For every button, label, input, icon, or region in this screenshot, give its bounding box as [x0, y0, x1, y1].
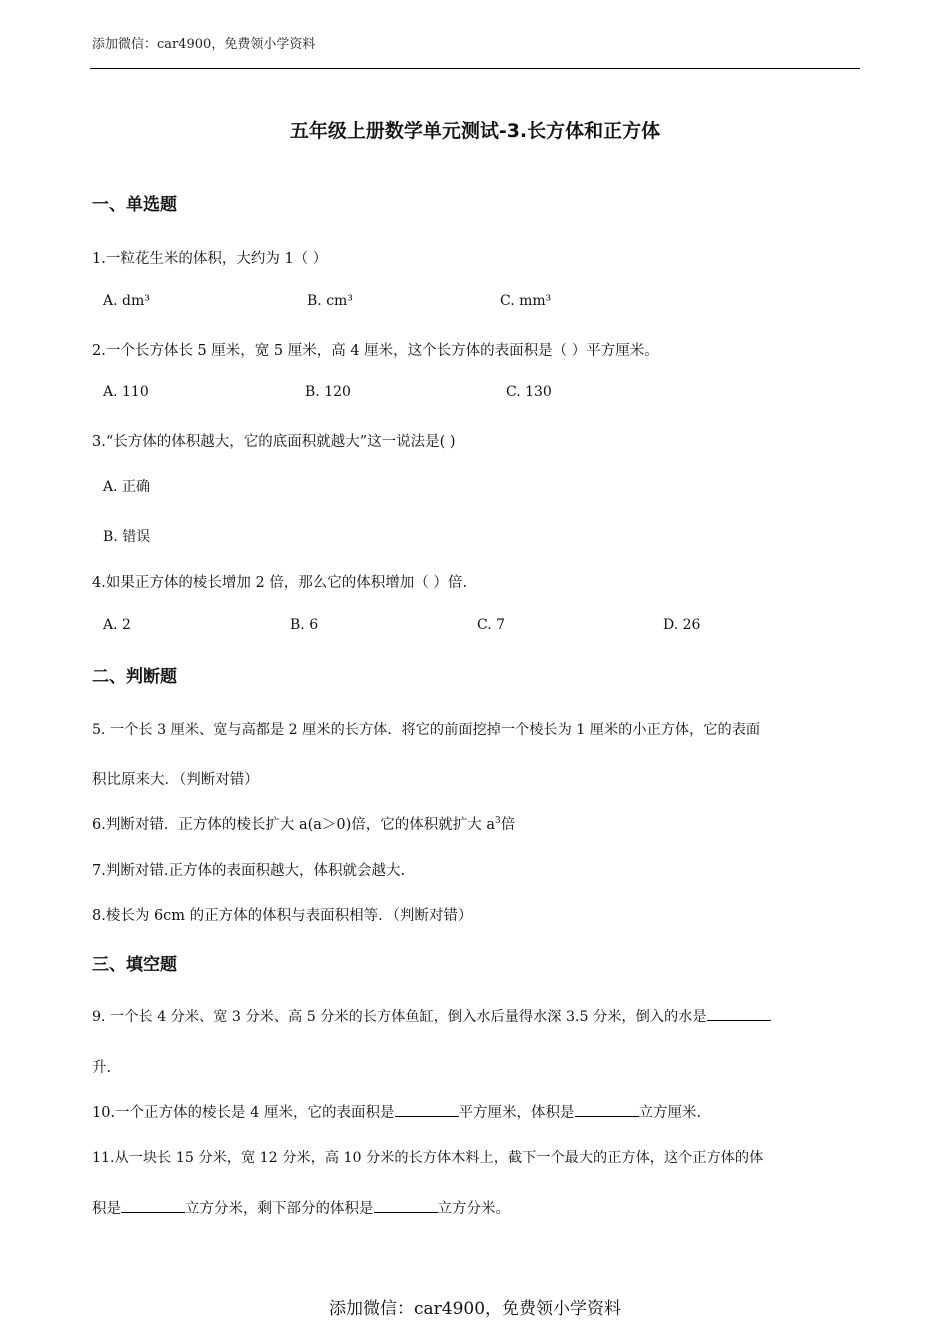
- q2-option-b: B. 120: [305, 384, 351, 400]
- question-11-line-1: 11.从一块长 15 分米，宽 12 分米，高 10 分米的长方体木料上，截下一个最大的正方体，这个正方体的体: [92, 1150, 764, 1166]
- q10-part-3: 立方厘米.: [638, 1105, 702, 1121]
- q9-answer-blank[interactable]: [707, 1006, 771, 1021]
- question-7: 7.判断对错.正方体的表面积越大，体积就会越大.: [92, 863, 406, 879]
- q4-option-a: A. 2: [103, 617, 131, 633]
- page-title: 五年级上册数学单元测试-3.长方体和正方体: [289, 120, 661, 142]
- footer-watermark: 添加微信：car4900，免费领小学资料: [328, 1299, 622, 1319]
- q11-part-3: 立方分米。: [437, 1201, 510, 1217]
- section-heading-true-false: 二、判断题: [92, 667, 177, 687]
- question-5-line-1: 5. 一个长 3 厘米、宽与高都是 2 厘米的长方体．将它的前面挖掉一个棱长为 1 厘米的小正方体，它的表面: [92, 722, 761, 738]
- question-11-line-2: [92, 1197, 510, 1218]
- q3-option-b: B. 错误: [103, 529, 151, 545]
- question-9-line-2: 升.: [92, 1060, 112, 1076]
- q6-end: 倍: [500, 817, 516, 833]
- q10-blank-2[interactable]: [575, 1102, 639, 1117]
- q6-text: 6.判断对错．正方体的棱长扩大 a(a＞0)倍，它的体积就扩大 a: [92, 817, 496, 833]
- header-rule: [90, 68, 860, 69]
- question-10: [92, 1101, 701, 1122]
- q4-option-c: C. 7: [477, 617, 506, 633]
- q4-option-b: B. 6: [290, 617, 319, 633]
- q2-option-c: C. 130: [506, 384, 552, 400]
- question-5-line-2: 积比原来大．（判断对错）: [92, 772, 259, 788]
- q11-blank-2[interactable]: [374, 1198, 438, 1213]
- question-4: 4.如果正方体的棱长增加 2 倍，那么它的体积增加（ ）倍.: [92, 575, 467, 591]
- question-1: 1.一粒花生米的体积，大约为 1（ ）: [92, 251, 328, 267]
- q2-option-a: A. 110: [103, 384, 149, 400]
- section-heading-single-choice: 一、单选题: [92, 195, 177, 215]
- q11-part-1: 积是: [92, 1201, 121, 1217]
- q11-part-2: 立方分米，剩下部分的体积是: [185, 1201, 374, 1217]
- q4-option-d: D. 26: [663, 617, 701, 633]
- q1-option-a: A. dm³: [103, 293, 150, 309]
- q10-part-1: 10.一个正方体的棱长是 4 厘米，它的表面积是: [92, 1105, 395, 1121]
- q9-text: 9. 一个长 4 分米、宽 3 分米、高 5 分米的长方体鱼缸，倒入水后量得水深 3.5 分米，倒入的水是: [92, 1009, 707, 1025]
- q11-blank-1[interactable]: [121, 1198, 185, 1213]
- question-3: 3.“长方体的体积越大，它的底面积就越大”这一说法是( ): [92, 434, 456, 450]
- header-watermark: 添加微信：car4900，免费领小学资料: [92, 37, 316, 52]
- q1-option-b: B. cm³: [307, 293, 353, 309]
- q1-option-c: C. mm³: [500, 293, 552, 309]
- q3-option-a: A. 正确: [103, 479, 151, 495]
- section-heading-fill-blank: 三、填空题: [92, 955, 177, 975]
- question-9-line-1: [92, 1006, 771, 1026]
- question-2: 2.一个长方体长 5 厘米，宽 5 厘米，高 4 厘米，这个长方体的表面积是（ ）平方厘米。: [92, 343, 659, 359]
- question-6: [92, 813, 515, 834]
- q10-part-2: 平方厘米，体积是: [458, 1105, 575, 1121]
- q10-blank-1[interactable]: [395, 1102, 459, 1117]
- question-8: 8.棱长为 6cm 的正方体的体积与表面积相等．（判断对错）: [92, 908, 473, 924]
- q6-exponent: 3: [495, 816, 501, 827]
